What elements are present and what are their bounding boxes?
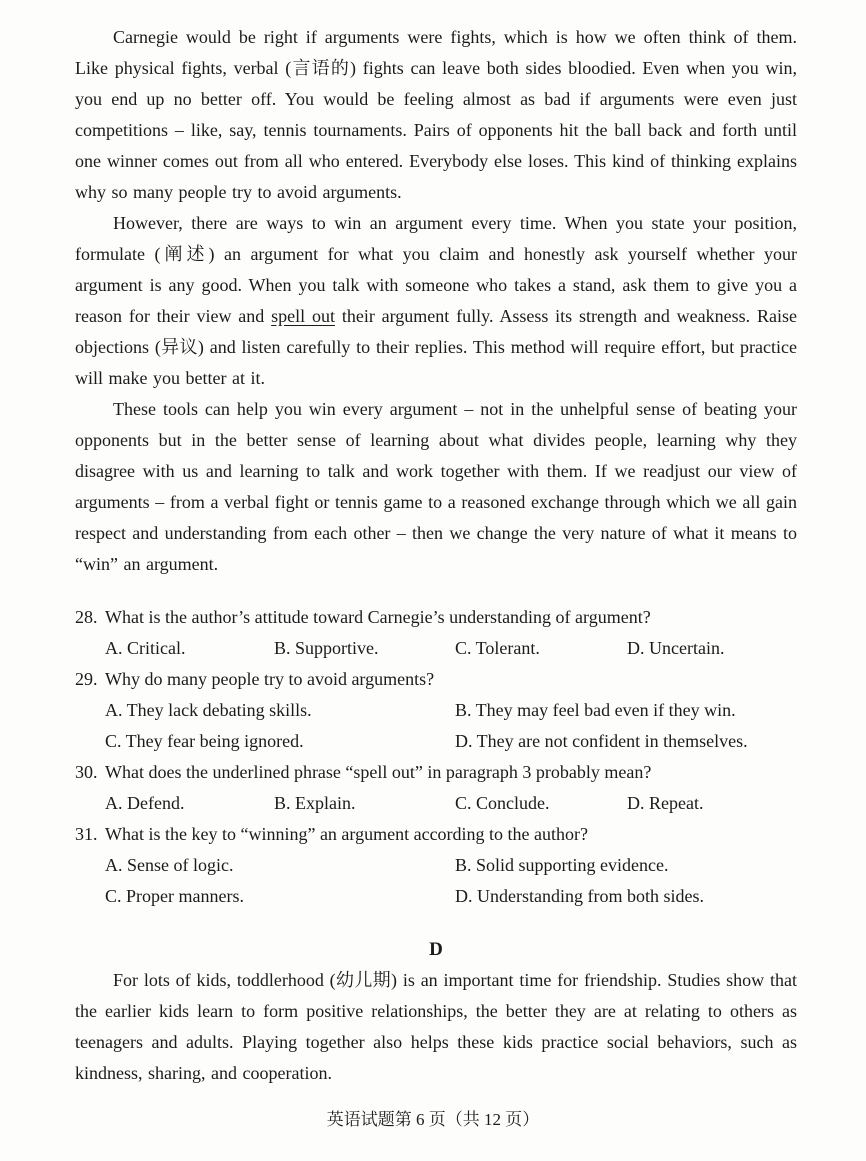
question-30-number: 30. — [75, 762, 98, 782]
question-28-option-c: C. Tolerant. — [455, 638, 540, 658]
question-29-stem — [75, 664, 797, 695]
question-29-text: Why do many people try to avoid arguments? — [105, 669, 435, 689]
question-29-options-row-1 — [105, 695, 797, 726]
question-28-text: What is the author’s attitude toward Carnegie’s understanding of argument? — [105, 607, 651, 627]
question-31-stem — [75, 819, 797, 850]
page-footer: 英语试题第 6 页（共 12 页） — [326, 1110, 540, 1129]
question-30-text: What does the underlined phrase “spell out” in paragraph 3 probably mean? — [105, 762, 652, 782]
question-30-option-a: A. Defend. — [105, 793, 185, 813]
question-28-options — [105, 633, 797, 664]
question-29-number: 29. — [75, 669, 98, 689]
question-29-option-d: D. They are not confident in themselves. — [455, 731, 748, 751]
question-30-option-d: D. Repeat. — [627, 793, 704, 813]
question-29-option-c: C. They fear being ignored. — [105, 731, 304, 751]
question-29-option-b: B. They may feel bad even if they win. — [455, 700, 736, 720]
question-31 — [75, 819, 797, 912]
passage-paragraph-2 — [75, 208, 797, 394]
question-29-option-a: A. They lack debating skills. — [105, 700, 312, 720]
section-d-paragraph-1: For lots of kids, toddlerhood (幼儿期) is an important time for friendship. Studies show that the earlier kids learn to form positive relationships, the better they are at relating to others as teenagers and adults. Playing together also helps these kids practice social behaviors, such as kindness, sharing, and cooperation. — [75, 970, 797, 1083]
question-30-options — [105, 788, 797, 819]
question-31-option-b: B. Solid supporting evidence. — [455, 855, 669, 875]
question-28-number: 28. — [75, 607, 98, 627]
paragraph-2-text-before: However, there are ways to win an argument every time. When you state your position, formulate (阐述) an argument for what you claim and honestly ask yourself whether your argument is any good. When you talk with someone who takes a stand, ask them to give you a reason for their view and — [75, 213, 797, 326]
paragraph-2-text-after: their argument fully. Assess its strength and weakness. Raise objections (异议) and listen carefully to their replies. This method will require effort, but practice will make you better at it. — [75, 306, 797, 388]
question-30-stem — [75, 757, 797, 788]
question-28 — [75, 602, 797, 664]
question-31-text: What is the key to “winning” an argument according to the author? — [105, 824, 589, 844]
question-31-option-c: C. Proper manners. — [105, 886, 244, 906]
question-31-options-row-2 — [105, 881, 797, 912]
question-28-option-d: D. Uncertain. — [627, 638, 725, 658]
question-31-options-row-1 — [105, 850, 797, 881]
question-30-option-b: B. Explain. — [274, 793, 356, 813]
section-d-heading: D — [429, 939, 443, 960]
question-28-stem — [75, 602, 797, 633]
question-30-option-c: C. Conclude. — [455, 793, 550, 813]
question-block — [75, 602, 797, 912]
question-29-options-row-2 — [105, 726, 797, 757]
question-30 — [75, 757, 797, 819]
question-31-option-a: A. Sense of logic. — [105, 855, 234, 875]
passage-paragraph-1: Carnegie would be right if arguments were fights, which is how we often think of them. Like physical fights, verbal (言语的) fights can leave both sides bloodied. Even when you win, you end up no better off. You would be feeling almost as bad if arguments were even just competitions – like, say, tennis tournaments. Pairs of opponents hit the ball back and forth until one winner comes out from all who entered. Everybody else loses. This kind of thinking explains why so many people try to avoid arguments. — [75, 27, 797, 202]
passage-paragraph-3: These tools can help you win every argument – not in the unhelpful sense of beating your opponents but in the better sense of learning about what divides people, learning why they disagree with us and learning to talk and work together with them. If we readjust our view of arguments – from a verbal fight or tennis game to a reasoned exchange through which we all gain respect and understanding from each other – then we change the very nature of what it means to “win” an argument. — [75, 399, 797, 574]
question-31-number: 31. — [75, 824, 98, 844]
question-28-option-b: B. Supportive. — [274, 638, 379, 658]
question-29 — [75, 664, 797, 757]
question-31-option-d: D. Understanding from both sides. — [455, 886, 704, 906]
question-28-option-a: A. Critical. — [105, 638, 186, 658]
underlined-phrase-spell-out: spell out — [271, 306, 335, 326]
